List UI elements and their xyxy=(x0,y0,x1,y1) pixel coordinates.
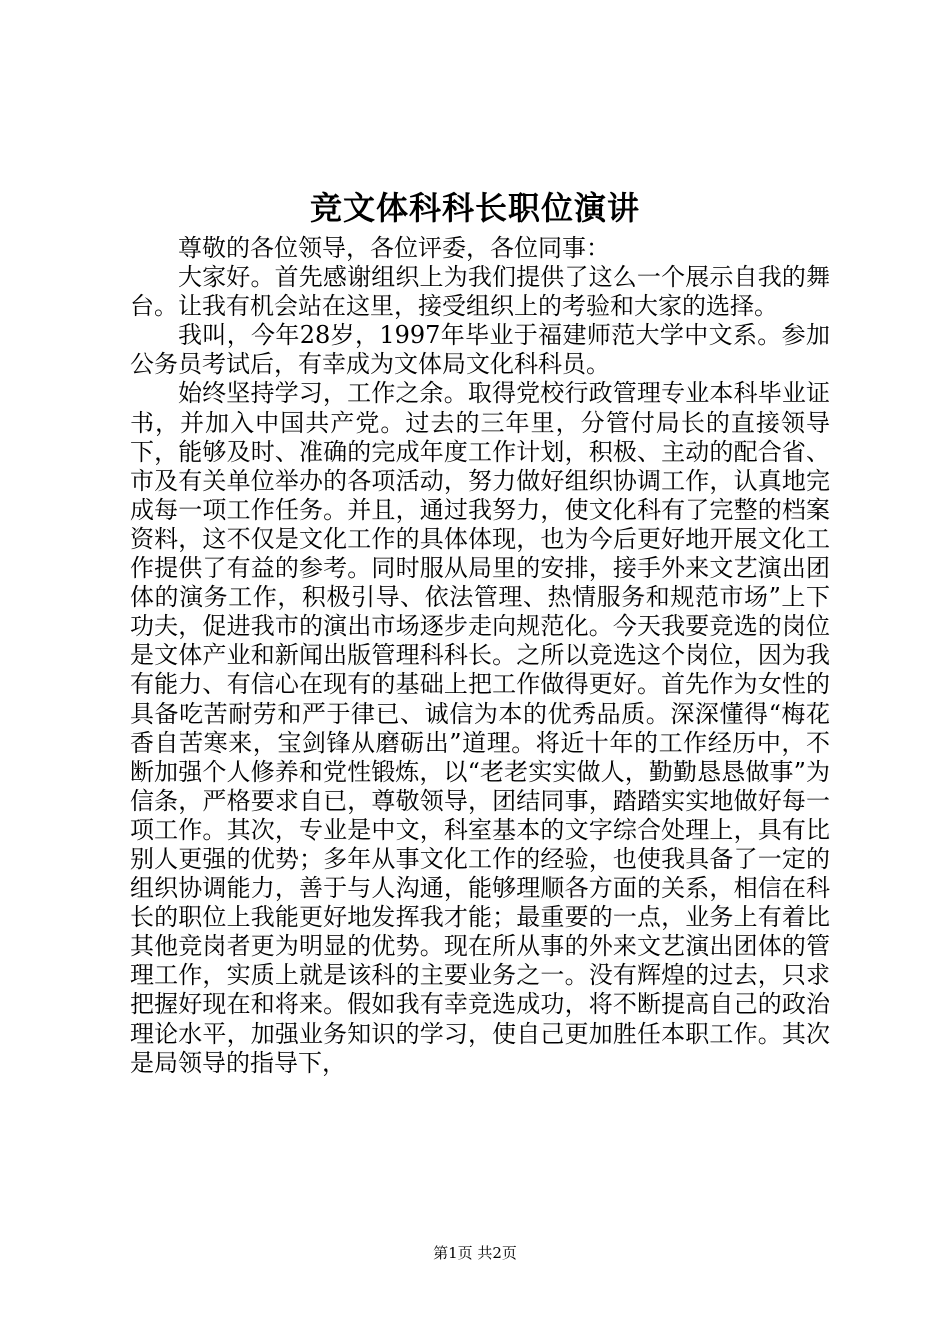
document-title: 竞文体科科长职位演讲 xyxy=(309,189,640,227)
introduction-paragraph: 我叫，今年28岁，1997年毕业于福建师范大学中文系。参加公务员考试后，有幸成为文体局文化科科员。 xyxy=(130,321,830,379)
main-paragraph: 始终坚持学习，工作之余。取得党校行政管理专业本科毕业证书，并加入中国共产党。过去的三年里，分管付局长的直接领导下，能够及时、准确的完成年度工作计划，积极、主动的配合省、市及有关单位举办的各项活动，努力做好组织协调工作，认真地完成每一项工作任务。并且，通过我努力，使文化科有了完整的档案资料，这不仅是文化工作的具体体现，也为今后更好地开展文化工作提供了有益的参考。同时服从局里的安排，接手外来文艺演出团体的演务工作，积极引导、依法管理、热情服务和规范市场”上下功夫，促进我市的演出市场逐步走向规范化。今天我要竞选的岗位是文体产业和新闻出版管理科科长。之所以竞选这个岗位，因为我有能力、有信心在现有的基础上把工作做得更好。首先作为女性的具备吃苦耐劳和严于律已、诚信为本的优秀品质。深深懂得“梅花香自苦寒来，宝剑锋从磨砺出”道理。将近十年的工作经历中，不断加强个人修养和党性锻炼，以“老老实实做人，勤勤恳恳做事”为信条，严格要求自已，尊敬领导，团结同事，踏踏实实地做好每一项工作。其次，专业是中文，科室基本的文字综合处理上，具有比别人更强的优势；多年从事文化工作的经验，也使我具备了一定的组织协调能力，善于与人沟通，能够理顺各方面的关系，相信在科长的职位上我能更好地发挥我才能；最重要的一点，业务上有着比其他竞岗者更为明显的优势。现在所从事的外来文艺演出团体的管理工作，实质上就是该科的主要业务之一。没有辉煌的过去，只求把握好现在和将来。假如我有幸竞选成功，将不断提高自己的政治理论水平，加强业务知识的学习，使自己更加胜任本职工作。其次是局领导的指导下， xyxy=(130,379,830,1077)
document-body xyxy=(130,234,830,1078)
page-number-footer: 第1页 共2页 xyxy=(433,1244,517,1262)
salutation-paragraph: 尊敬的各位领导，各位评委，各位同事： xyxy=(178,234,610,262)
greeting-paragraph: 大家好。首先感谢组织上为我们提供了这么一个展示自我的舞台。让我有机会站在这里，接受组织上的考验和大家的选择。 xyxy=(130,263,830,321)
